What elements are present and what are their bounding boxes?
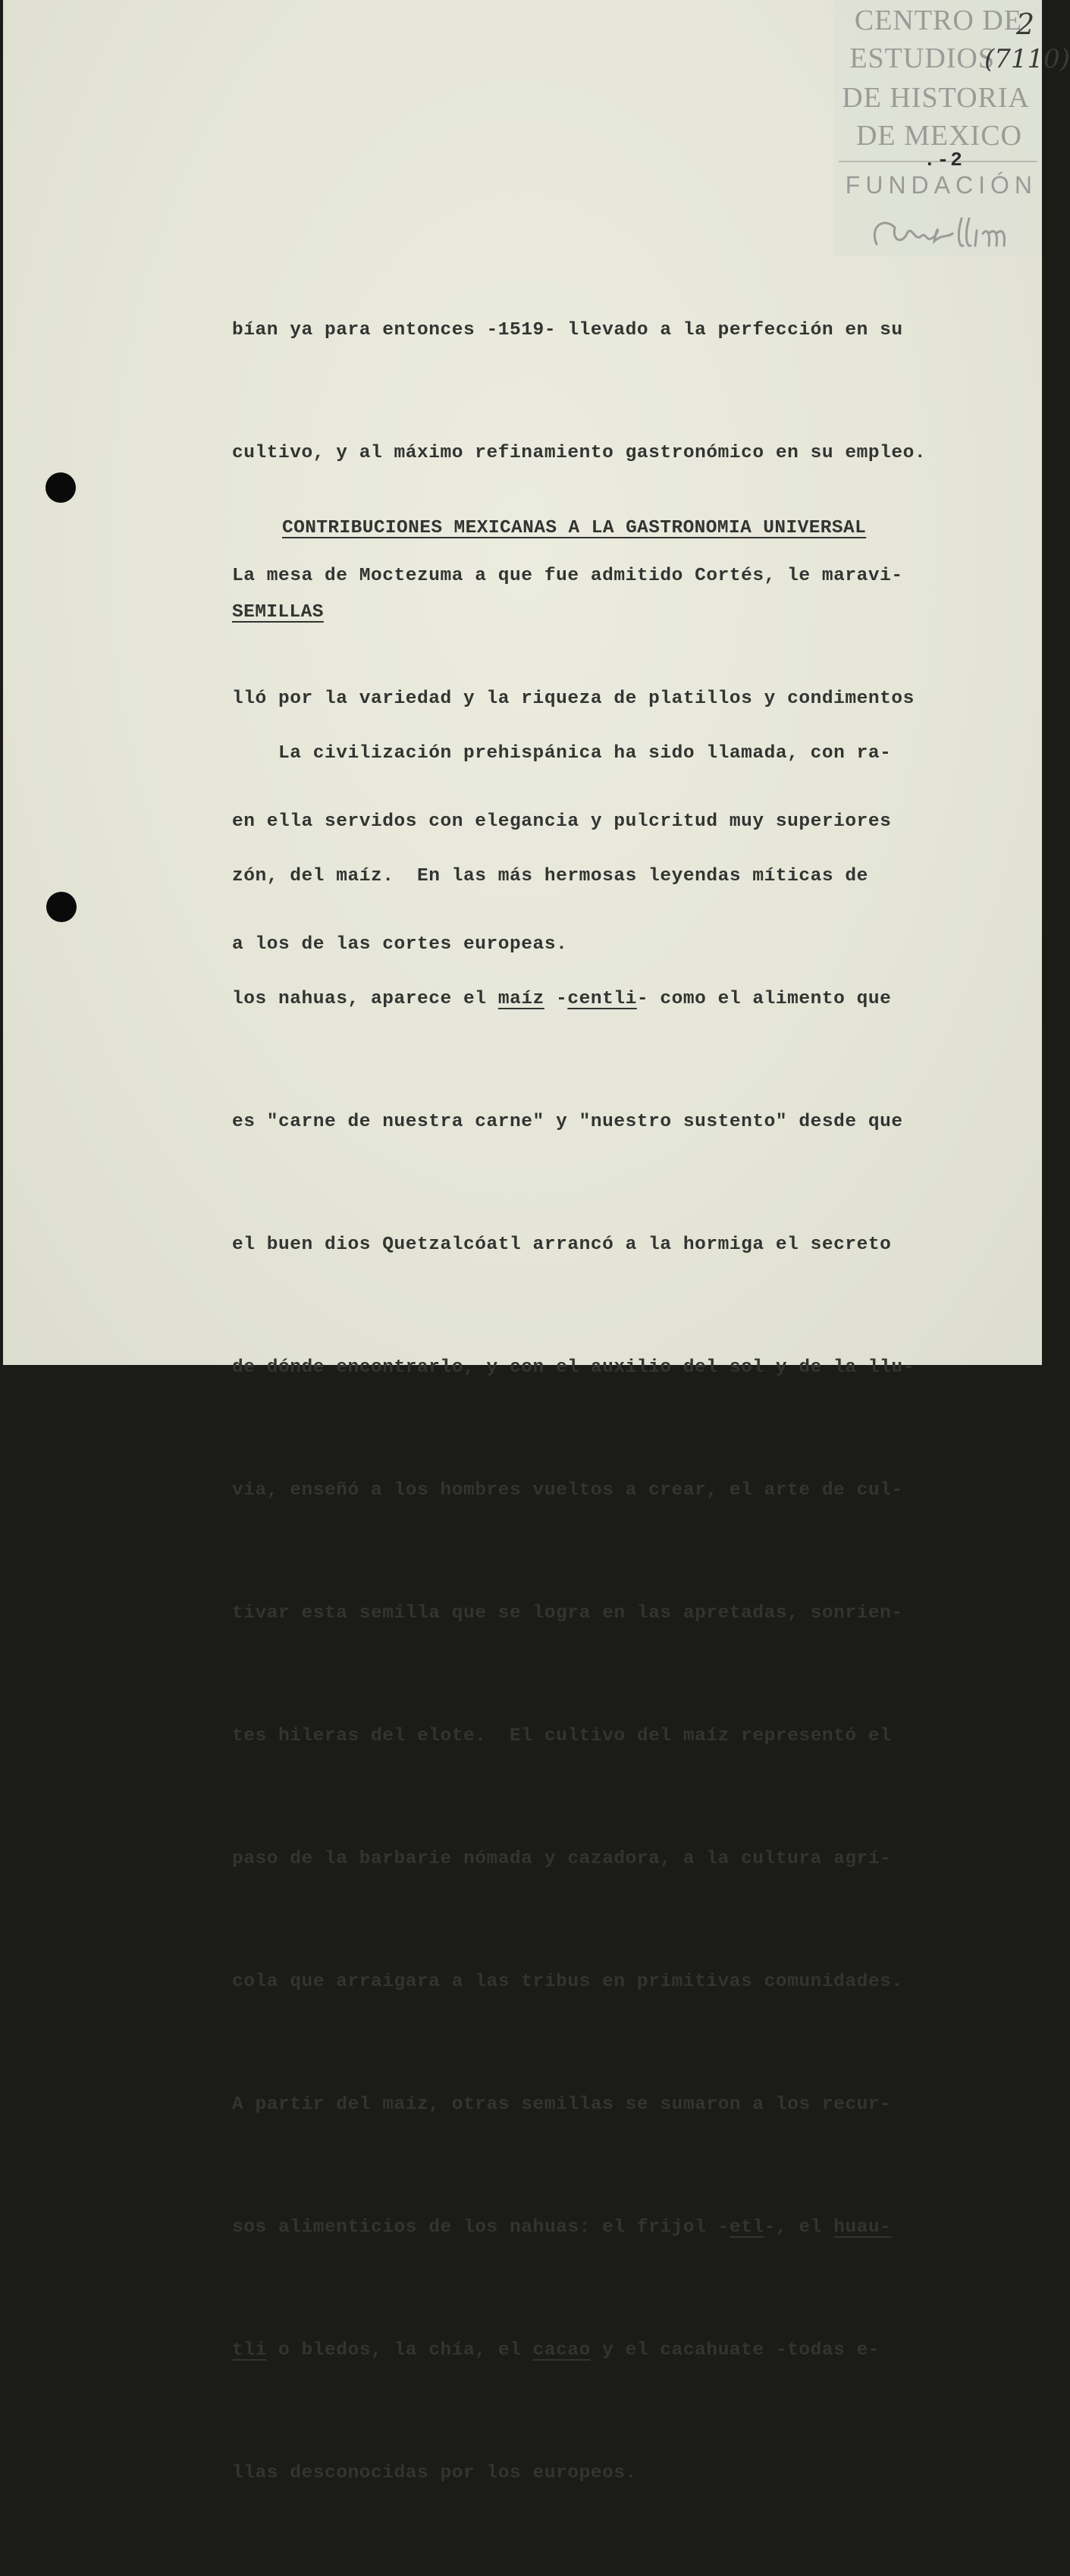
stamp-line-4: DE MEXICO	[855, 120, 1022, 152]
underlined-term-cacao: cacao	[532, 2340, 591, 2361]
text-line: en ella servidos con elegancia y pulcritud muy superiores	[232, 811, 892, 832]
text-line: cola que arraigara a las tribus en primitivas comunidades.	[232, 1972, 903, 1992]
text-line: de dónde encontrarlo, y con el auxilio del sol y de la llu-	[232, 1357, 915, 1378]
text-line: A partir del maíz, otras semillas se sumaron a los recur-	[232, 2094, 892, 2115]
text-line: zón, del maíz. En las más hermosas leyendas míticas de	[232, 866, 868, 886]
handwritten-page-mark: 2	[1016, 8, 1035, 41]
page-number: .-2	[924, 149, 964, 171]
stamp-line-3: DE HISTORIA	[842, 82, 1030, 114]
subsection-heading: SEMILLAS	[232, 602, 324, 623]
underlined-term-huautli-end: tli	[232, 2340, 267, 2361]
text-line: via, enseñó a los hombres vueltos a crear, el arte de cul-	[232, 1480, 903, 1501]
underlined-term-centli: centli	[567, 989, 637, 1009]
underlined-term-etl: etl	[729, 2217, 764, 2238]
text-segment: los nahuas, aparece el	[232, 989, 498, 1009]
text-line: bían ya para entonces -1519- llevado a la perfección en su	[232, 320, 903, 340]
text-line	[232, 2330, 915, 2371]
text-line: el buen dios Quetzalcóatl arrancó a la hormiga el secreto	[232, 1235, 892, 1255]
text-segment: - como el alimento que	[636, 989, 892, 1009]
archive-watermark-stamp	[834, 0, 1042, 256]
underlined-term-maiz: maíz	[497, 989, 544, 1009]
text-line	[232, 979, 915, 1020]
text-line: paso de la barbarie nómada y cazadora, a la cultura agrí-	[232, 1849, 892, 1869]
text-line: tes hileras del elote. El cultivo del maíz representó el	[232, 1726, 892, 1746]
text-segment: y el cacahuate -todas e-	[590, 2340, 880, 2361]
text-line	[232, 2207, 915, 2248]
stamp-line-2: ESTUDIOS	[849, 42, 995, 74]
section-heading: CONTRIBUCIONES MEXICANAS A LA GASTRONOMIA UNIVERSAL	[282, 518, 867, 538]
handwritten-reference: (7110)	[984, 44, 1070, 74]
text-segment: sos alimenticios de los nahuas: el frijol -	[232, 2217, 730, 2238]
stamp-line-5: FUNDACIÓN	[845, 171, 1037, 199]
document-page	[3, 0, 1070, 2483]
text-line: a los de las cortes europeas.	[232, 934, 568, 955]
text-line: es "carne de nuestra carne" y "nuestro sustento" desde que	[232, 1112, 903, 1132]
text-line: La civilización prehispánica ha sido llamada, con ra-	[232, 743, 892, 764]
text-line: llas desconocidas por los europeos.	[232, 2463, 637, 2483]
body-paragraph	[232, 651, 915, 2576]
text-line: La mesa de Moctezuma a que fue admitido Cortés, le maravi-	[232, 566, 903, 586]
text-segment: o bledos, la chía, el	[266, 2340, 533, 2361]
binder-hole-bottom	[46, 892, 77, 922]
text-segment: -	[544, 989, 568, 1009]
text-line: lló por la variedad y la riqueza de platillos y condimentos	[232, 689, 915, 709]
text-segment: -, el	[764, 2217, 834, 2238]
binder-hole-top	[45, 472, 76, 503]
text-line: cultivo, y al máximo refinamiento gastronómico en su empleo.	[232, 443, 927, 463]
stamp-line-1: CENTRO DE	[854, 5, 1022, 36]
text-line: tivar esta semilla que se logra en las apretadas, sonrien-	[232, 1603, 903, 1624]
underlined-term-huautli: huau-	[833, 2217, 892, 2238]
